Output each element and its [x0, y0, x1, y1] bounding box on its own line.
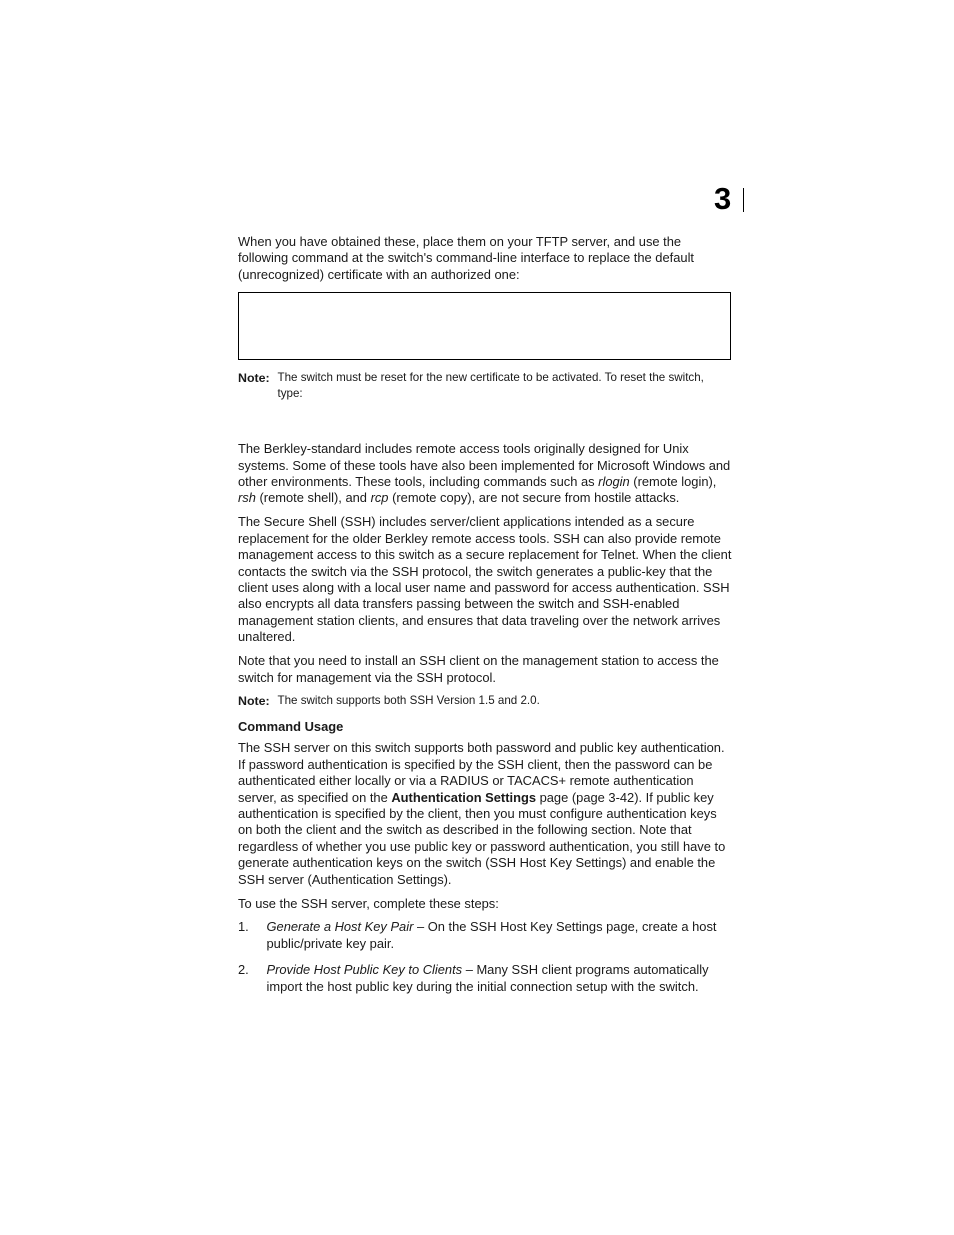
command-usage-heading: Command Usage [238, 719, 344, 735]
command-box [238, 292, 731, 360]
note-label: Note: [238, 694, 270, 709]
step-title: Generate a Host Key Pair [266, 919, 414, 935]
step-text: – On the SSH Host Key Settings page, create a host public/private key pair. [266, 919, 717, 951]
chapter-rule [743, 188, 745, 212]
step-number: 1. [238, 919, 249, 935]
note-text: The switch supports both SSH Version 1.5 and 2.0. [277, 694, 540, 708]
note-reset [238, 370, 732, 402]
note-ssh-version [238, 693, 732, 709]
note-label: Note: [238, 371, 270, 386]
step-item [238, 962, 732, 995]
rsh-term: rsh [238, 490, 256, 506]
page-body [238, 234, 732, 995]
rlogin-term: rlogin [598, 474, 630, 490]
step-item [238, 919, 732, 952]
step-text: – Many SSH client programs automatically import the host public key during the initial connection setup with the switch. [266, 962, 709, 994]
step-number: 2. [238, 962, 249, 978]
install-paragraph: Note that you need to install an SSH client on the management station to access the switch for management via the SSH protocol. [238, 653, 719, 685]
note-text: The switch must be reset for the new certificate to be activated. To reset the switch, type: [277, 371, 704, 401]
step-title: Provide Host Public Key to Clients [266, 962, 463, 978]
rcp-term: rcp [370, 490, 389, 506]
steps-intro: To use the SSH server, complete these steps: [238, 895, 499, 911]
command-usage-paragraph: The SSH server on this switch supports both password and public key authentication. If password authentication is specified by the SSH client, then the password can be authenticated either locally or via a RADIUS or TACACS+ remote authentication server, as specified on the Authentication Settings page (page 3-42). If public key authentication is specified by the client, then you must configure authentication keys on both the client and the switch as described in the following section. Note that regardless of whether you use public key or password authentication, you still have to generate authentication keys on the switch (SSH Host Key Settings) and enable the SSH server (Authentication Settings). [238, 740, 726, 887]
ssh-paragraph: The Secure Shell (SSH) includes server/client applications intended as a secure replacement for the older Berkley remote access tools. SSH can also provide remote management access to this switch as a secure replacement for Telnet. When the client contacts the switch via the SSH protocol, the switch generates a public-key that the client uses along with a local user name and password for access authentication. SSH also encrypts all data transfers passing between the switch and SSH-enabled management station clients, and ensures that data traveling over the network arrives unaltered. [238, 514, 732, 645]
authentication-settings-ref: Authentication Settings [391, 789, 537, 805]
chapter-marker [712, 181, 744, 216]
chapter-number: 3 [714, 181, 732, 216]
intro-paragraph: When you have obtained these, place them on your TFTP server, and use the following command at the switch's command-line interface to replace the default (unrecognized) certificate with an authorized one: [238, 234, 695, 282]
berkley-paragraph: The Berkley-standard includes remote access tools originally designed for Unix systems. Some of these tools have also been implemented for Microsoft Windows and other environments. These tools, including commands such as rlogin (remote login), rsh (remote shell), and rcp (remote copy), are not secure from hostile attacks. [238, 441, 731, 506]
